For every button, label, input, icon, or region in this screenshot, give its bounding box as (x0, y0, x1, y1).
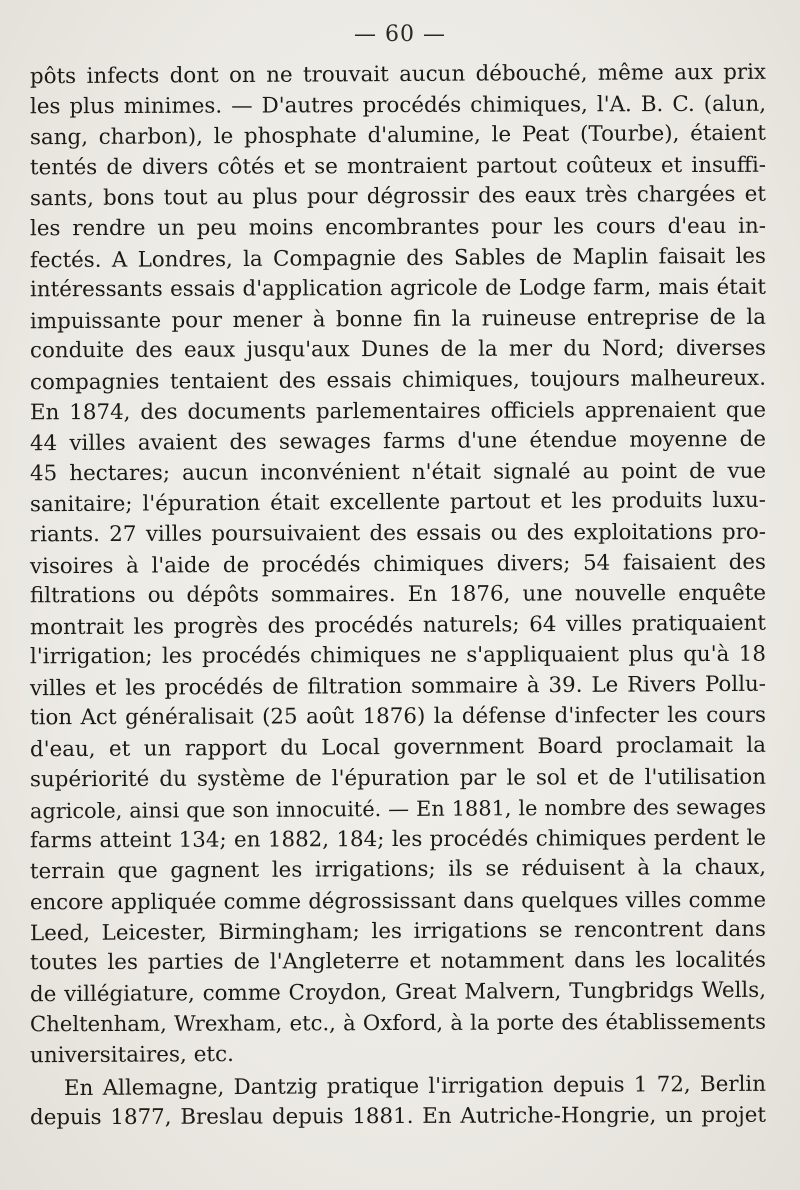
text-line: tion Act généralisait (25 août 1876) la défense d'infecter les cours (29, 703, 767, 731)
text-line: supériorité du système de l'épuration par le sol et de l'utilisation (29, 764, 767, 792)
text-line: conduite des eaux jusqu'aux Dunes de la mer du Nord; diverses (29, 336, 767, 364)
text-line: les plus minimes. — D'autres procédés chimiques, l'A. B. C. (alun, (29, 91, 767, 119)
text-line: toutes les parties de l'Angleterre et notamment dans les localités (29, 947, 767, 976)
text-line: universitaires, etc. (29, 1042, 234, 1069)
text-line: farms atteint 134; en 1882, 184; les procédés chimiques perdent le (29, 825, 767, 854)
text-line: l'irrigation; les procédés chimiques ne s'appliquaient plus qu'à 18 (29, 641, 767, 670)
text-line: pôts infects dont on ne trouvait aucun débouché, même aux prix (29, 59, 767, 90)
text-line: Cheltenham, Wrexham, etc., à Oxford, à la porte des établissements (29, 1009, 767, 1037)
text-line: agricole, ainsi que son innocuité. — En 1881, le nombre des sewages (29, 795, 767, 824)
text-line: filtrations ou dépôts sommaires. En 1876, une nouvelle enquête (29, 580, 767, 609)
body-text (30, 60, 766, 1133)
text-line: Leed, Leicester, Birmingham; les irrigations se rencontrent dans (29, 916, 767, 946)
text-line: visoires à l'aide de procédés chimiques divers; 54 faisaient des (29, 549, 767, 579)
text-line: riants. 27 villes poursuivaient des essais ou des exploitations pro- (29, 519, 767, 548)
paragraph-2 (30, 1072, 766, 1133)
page-number: — 60 — (354, 22, 446, 47)
text-line: compagnies tentaient des essais chimiques, toujours malheureux. (29, 365, 767, 396)
text-line: 44 villes avaient des sewages farms d'une étendue moyenne de (29, 426, 767, 457)
text-line: sants, bons tout au plus pour dégrossir des eaux très chargées et (29, 182, 767, 212)
text-line: fectés. A Londres, la Compagnie des Sables de Maplin faisait les (29, 243, 767, 273)
text-line: de villégiature, comme Croydon, Great Malvern, Tungbridgs Wells, (29, 977, 767, 1008)
text-line: les rendre un peu moins encombrantes pour les cours d'eau in- (29, 213, 767, 242)
text-line: tentés de divers côtés et se montraient partout coûteux et insuffi- (29, 152, 767, 181)
text-line: 45 hectares; aucun inconvénient n'était signalé au point de vue (29, 458, 767, 487)
text-line: d'eau, et un rapport du Local government Board proclamait la (29, 732, 767, 763)
text-line: En Allemagne, Dantzig pratique l'irrigation depuis 1 72, Berlin (63, 1071, 767, 1101)
text-line: encore appliquée comme dégrossissant dans quelques villes comme (29, 886, 767, 915)
text-line: terrain que gagnent les irrigations; ils se réduisent à la chaux, (29, 855, 767, 885)
text-line: depuis 1877, Breslau depuis 1881. En Autriche-Hongrie, un projet (29, 1102, 767, 1131)
paragraph-1 (30, 60, 766, 1070)
text-line: montrait les progrès des procédés naturels; 64 villes pratiquaient (29, 610, 767, 640)
text-line: sang, charbon), le phosphate d'alumine, le Peat (Tourbe), étaient (29, 120, 767, 151)
text-line: sanitaire; l'épuration était excellente partout et les produits luxu- (29, 488, 767, 518)
text-line: intéressants essais d'application agricole de Lodge farm, mais était (29, 274, 767, 303)
text-line: En 1874, des documents parlementaires officiels apprenaient que (29, 397, 767, 425)
text-line: villes et les procédés de filtration sommaire à 39. Le Rivers Pollu- (29, 671, 767, 702)
text-line: impuissante pour mener à bonne fin la ruineuse entreprise de la (29, 304, 767, 334)
